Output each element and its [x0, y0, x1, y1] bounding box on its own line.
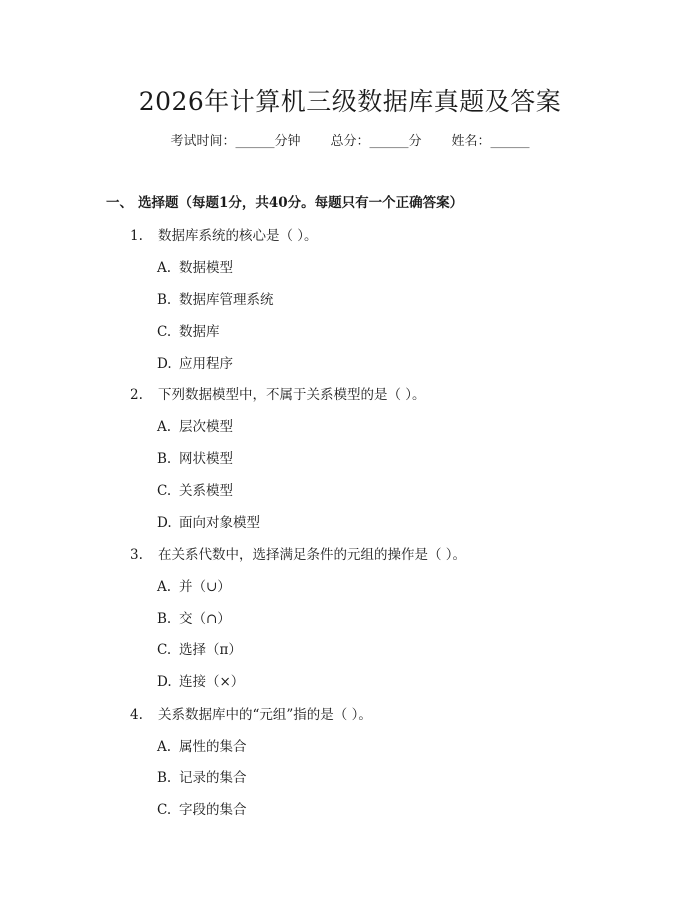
option-2c — [157, 479, 233, 499]
question-text: 数据库系统的核心是（ ）。 — [158, 228, 318, 244]
option-3a — [157, 575, 231, 595]
option-text: 应用程序 — [179, 356, 233, 372]
option-text: 关系模型 — [179, 483, 233, 499]
option-1c — [157, 320, 220, 340]
question-3 — [130, 543, 466, 563]
option-text: 属性的集合 — [179, 739, 247, 755]
option-text: 层次模型 — [179, 419, 233, 435]
section-heading — [106, 191, 463, 211]
option-text: 字段的集合 — [179, 802, 247, 818]
option-4b — [157, 766, 247, 786]
option-letter: B. — [157, 770, 172, 786]
option-letter: A. — [157, 739, 172, 755]
option-3d — [157, 670, 244, 690]
option-letter: D. — [157, 356, 172, 372]
option-text: 数据模型 — [179, 260, 233, 276]
question-text: 下列数据模型中，不属于关系模型的是（ ）。 — [158, 387, 426, 403]
option-letter: B. — [157, 292, 172, 308]
option-2b — [157, 447, 233, 467]
question-4 — [130, 703, 372, 723]
option-letter: A. — [157, 419, 172, 435]
option-text: 记录的集合 — [179, 770, 247, 786]
question-1 — [130, 224, 318, 244]
option-4a — [157, 735, 247, 755]
option-text: 数据库 — [179, 324, 220, 340]
option-1d — [157, 352, 233, 372]
option-letter: C. — [157, 642, 172, 658]
option-text: 网状模型 — [179, 451, 233, 467]
exam-score: 总分：______分 — [330, 134, 422, 149]
page-title: 2026年计算机三级数据库真题及答案 — [138, 87, 562, 116]
option-2a — [157, 415, 233, 435]
option-text: 连接（×） — [179, 674, 245, 690]
option-3b — [157, 607, 231, 627]
option-letter: C. — [157, 483, 172, 499]
option-1a — [157, 256, 233, 276]
option-letter: B. — [157, 611, 172, 627]
question-2 — [130, 383, 426, 403]
option-text: 数据库管理系统 — [179, 292, 274, 308]
section-title: 选择题（每题1分，共40分。每题只有一个正确答案） — [138, 195, 464, 211]
question-number: 3. — [130, 547, 143, 563]
option-letter: D. — [157, 515, 172, 531]
option-letter: D. — [157, 674, 172, 690]
question-number: 1. — [130, 228, 143, 244]
option-text: 并（∪） — [179, 579, 231, 595]
option-3c — [157, 638, 242, 658]
option-text: 面向对象模型 — [179, 515, 260, 531]
option-text: 交（∩） — [179, 611, 231, 627]
option-1b — [157, 288, 274, 308]
option-letter: A. — [157, 260, 172, 276]
question-text: 在关系代数中，选择满足条件的元组的操作是（ ）。 — [158, 547, 467, 563]
question-number: 2. — [130, 387, 143, 403]
exam-name: 姓名：______ — [451, 134, 530, 149]
option-2d — [157, 511, 260, 531]
option-letter: C. — [157, 802, 172, 818]
exam-meta — [0, 130, 700, 149]
option-letter: B. — [157, 451, 172, 467]
option-letter: A. — [157, 579, 172, 595]
option-4c — [157, 798, 247, 818]
exam-time: 考试时间：______分钟 — [170, 134, 301, 149]
question-number: 4. — [130, 707, 143, 723]
option-text: 选择（π） — [179, 642, 242, 658]
question-text: 关系数据库中的“元组”指的是（ ）。 — [158, 707, 372, 723]
option-letter: C. — [157, 324, 172, 340]
section-number: 一、 — [106, 195, 133, 211]
